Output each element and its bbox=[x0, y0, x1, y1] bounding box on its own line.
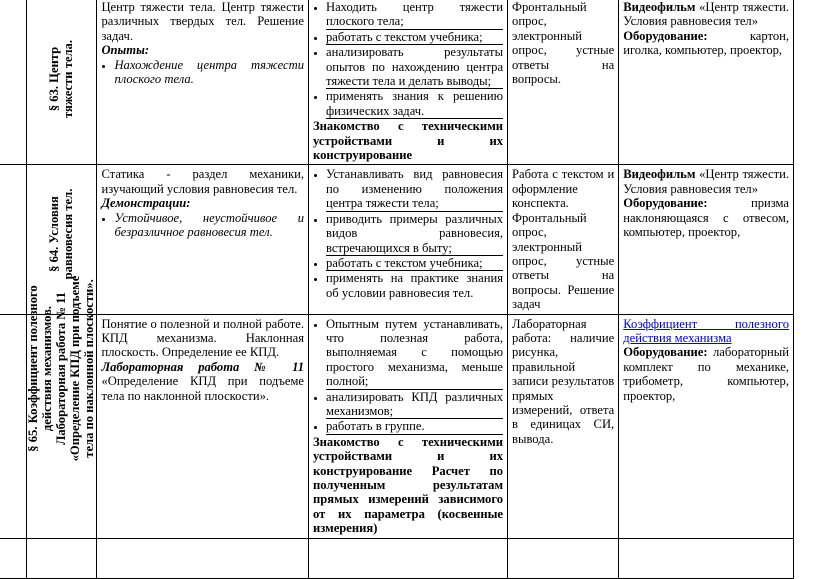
content-label: Демонстрации: bbox=[101, 196, 191, 211]
content-list bbox=[101, 211, 304, 240]
empty-cell bbox=[619, 538, 794, 578]
activities-bold-text: Знакомство с техническими устройствами и их конструирование Расчет по полученным результатам прямых измерений зависимого от их параметра (косвенные измерения) bbox=[313, 434, 504, 536]
list-item: • Опытным путем устанавливать, что полезная работа, выполняемая с помощью простого механизма, меньше полной; bbox=[326, 317, 503, 390]
lesson-number bbox=[0, 165, 27, 314]
resources-cell bbox=[619, 165, 794, 314]
lesson-number bbox=[0, 314, 27, 538]
list-item: • работать в группе. bbox=[326, 419, 503, 434]
video-text: «Центр тяжести. Условия равновесия тел» bbox=[623, 0, 789, 29]
activities-cell bbox=[309, 314, 508, 538]
content-list bbox=[101, 58, 304, 87]
activities-cell bbox=[309, 165, 508, 314]
list-item: • Устанавливать вид равновесия по изменению положения центра тяжести тела; bbox=[326, 167, 503, 211]
list-item: • Устойчивое, неустойчивое и безразличное равновесия тел. bbox=[114, 211, 304, 240]
equipment-text: лабораторный комплект по механике, трибометр, компьютер, проектор, bbox=[623, 345, 789, 403]
list-item: • Нахождение центра тяжести плоского тела. bbox=[114, 58, 304, 87]
list-item: • работать с текстом учебника; bbox=[326, 30, 503, 45]
activities-cell bbox=[309, 0, 508, 165]
list-item: • приводить примеры различных видов равновесия, встречающихся в быту; bbox=[326, 212, 503, 256]
lesson-topic-cell bbox=[25, 275, 97, 538]
equipment-text: призма наклоняющаяся с отвесом, компьютер, проектор, bbox=[623, 196, 789, 240]
empty-cell bbox=[97, 538, 309, 578]
list-item: • Находить центр тяжести плоского тела; bbox=[326, 0, 503, 30]
lesson-topic-cell bbox=[27, 0, 97, 165]
lab-label: Лабораторная работа № 11 bbox=[101, 359, 304, 374]
table-row bbox=[0, 165, 794, 314]
activities-list bbox=[313, 167, 503, 300]
lesson-topic: § 65. Коэффициент полезного действия механизмов. Лабораторная работа № 11 «Определение КПД при подъеме тела по наклонной плоскости». bbox=[25, 275, 96, 461]
content-cell bbox=[97, 314, 309, 538]
list-item: • работать с текстом учебника; bbox=[326, 256, 503, 271]
empty-cell bbox=[309, 538, 508, 578]
activities-list bbox=[313, 317, 503, 435]
equipment-label: Оборудование: bbox=[623, 196, 708, 211]
empty-cell bbox=[27, 538, 97, 578]
resource-link[interactable]: Коэффициент полезного действия механизма bbox=[623, 316, 789, 345]
list-item: • применять на практике знания об условии равновесия тел. bbox=[326, 271, 503, 300]
content-cell bbox=[97, 165, 309, 314]
control-cell: Фронтальный опрос, электронный опрос, устные ответы на вопросы. bbox=[508, 0, 619, 165]
activities-bold-text: Знакомство с техническими устройствами и их конструирование bbox=[313, 119, 504, 163]
activities-list bbox=[313, 0, 503, 119]
list-item: • анализировать результаты опытов по нахождению центра тяжести тела и делать выводы; bbox=[326, 45, 503, 89]
list-item: • анализировать КПД различных механизмов; bbox=[326, 390, 503, 420]
content-text: Центр тяжести тела. Центр тяжести различных твердых тел. Решение задач. bbox=[101, 0, 304, 43]
table-row bbox=[0, 0, 794, 165]
table-row bbox=[0, 314, 794, 538]
lesson-topic: § 63. Центр тяжести тела. bbox=[46, 40, 75, 119]
control-cell: Работа с текстом и оформление конспекта. Фронтальный опрос, электронный опрос, устные ответы на вопросы. Решение задач bbox=[508, 165, 619, 314]
content-cell bbox=[97, 0, 309, 165]
resources-cell bbox=[619, 0, 794, 165]
content-label: Опыты: bbox=[101, 43, 150, 58]
list-item: • применять знания к решению физических задач. bbox=[326, 89, 503, 119]
table-row bbox=[0, 538, 794, 578]
video-text: «Центр тяжести. Условия равновесия тел» bbox=[623, 167, 789, 196]
resources-cell bbox=[619, 314, 794, 538]
lab-text: «Определение КПД при подъеме тела по наклонной плоскости». bbox=[101, 374, 304, 403]
empty-cell bbox=[508, 538, 619, 578]
video-label: Видеофильм bbox=[623, 167, 696, 182]
content-text: Понятие о полезной и полной работе. КПД механизма. Наклонная плоскость. Определение ее КПД. bbox=[101, 316, 304, 360]
content-text: Статика - раздел механики, изучающий условия равновесия тел. bbox=[101, 167, 304, 196]
empty-cell bbox=[0, 538, 27, 578]
lesson-number bbox=[0, 0, 27, 165]
equipment-label: Оборудование: bbox=[623, 345, 708, 360]
equipment-text: картон, иголка, компьютер, проектор, bbox=[623, 28, 789, 58]
lesson-topic: § 64. Условия равновесия тел. bbox=[46, 188, 75, 279]
video-label: Видеофильм bbox=[623, 0, 696, 14]
equipment-label: Оборудование: bbox=[623, 28, 708, 43]
control-cell: Лабораторная работа: наличие рисунка, правильной записи результатов прямых измерений, ответа в единицах СИ, вывода. bbox=[508, 314, 619, 538]
